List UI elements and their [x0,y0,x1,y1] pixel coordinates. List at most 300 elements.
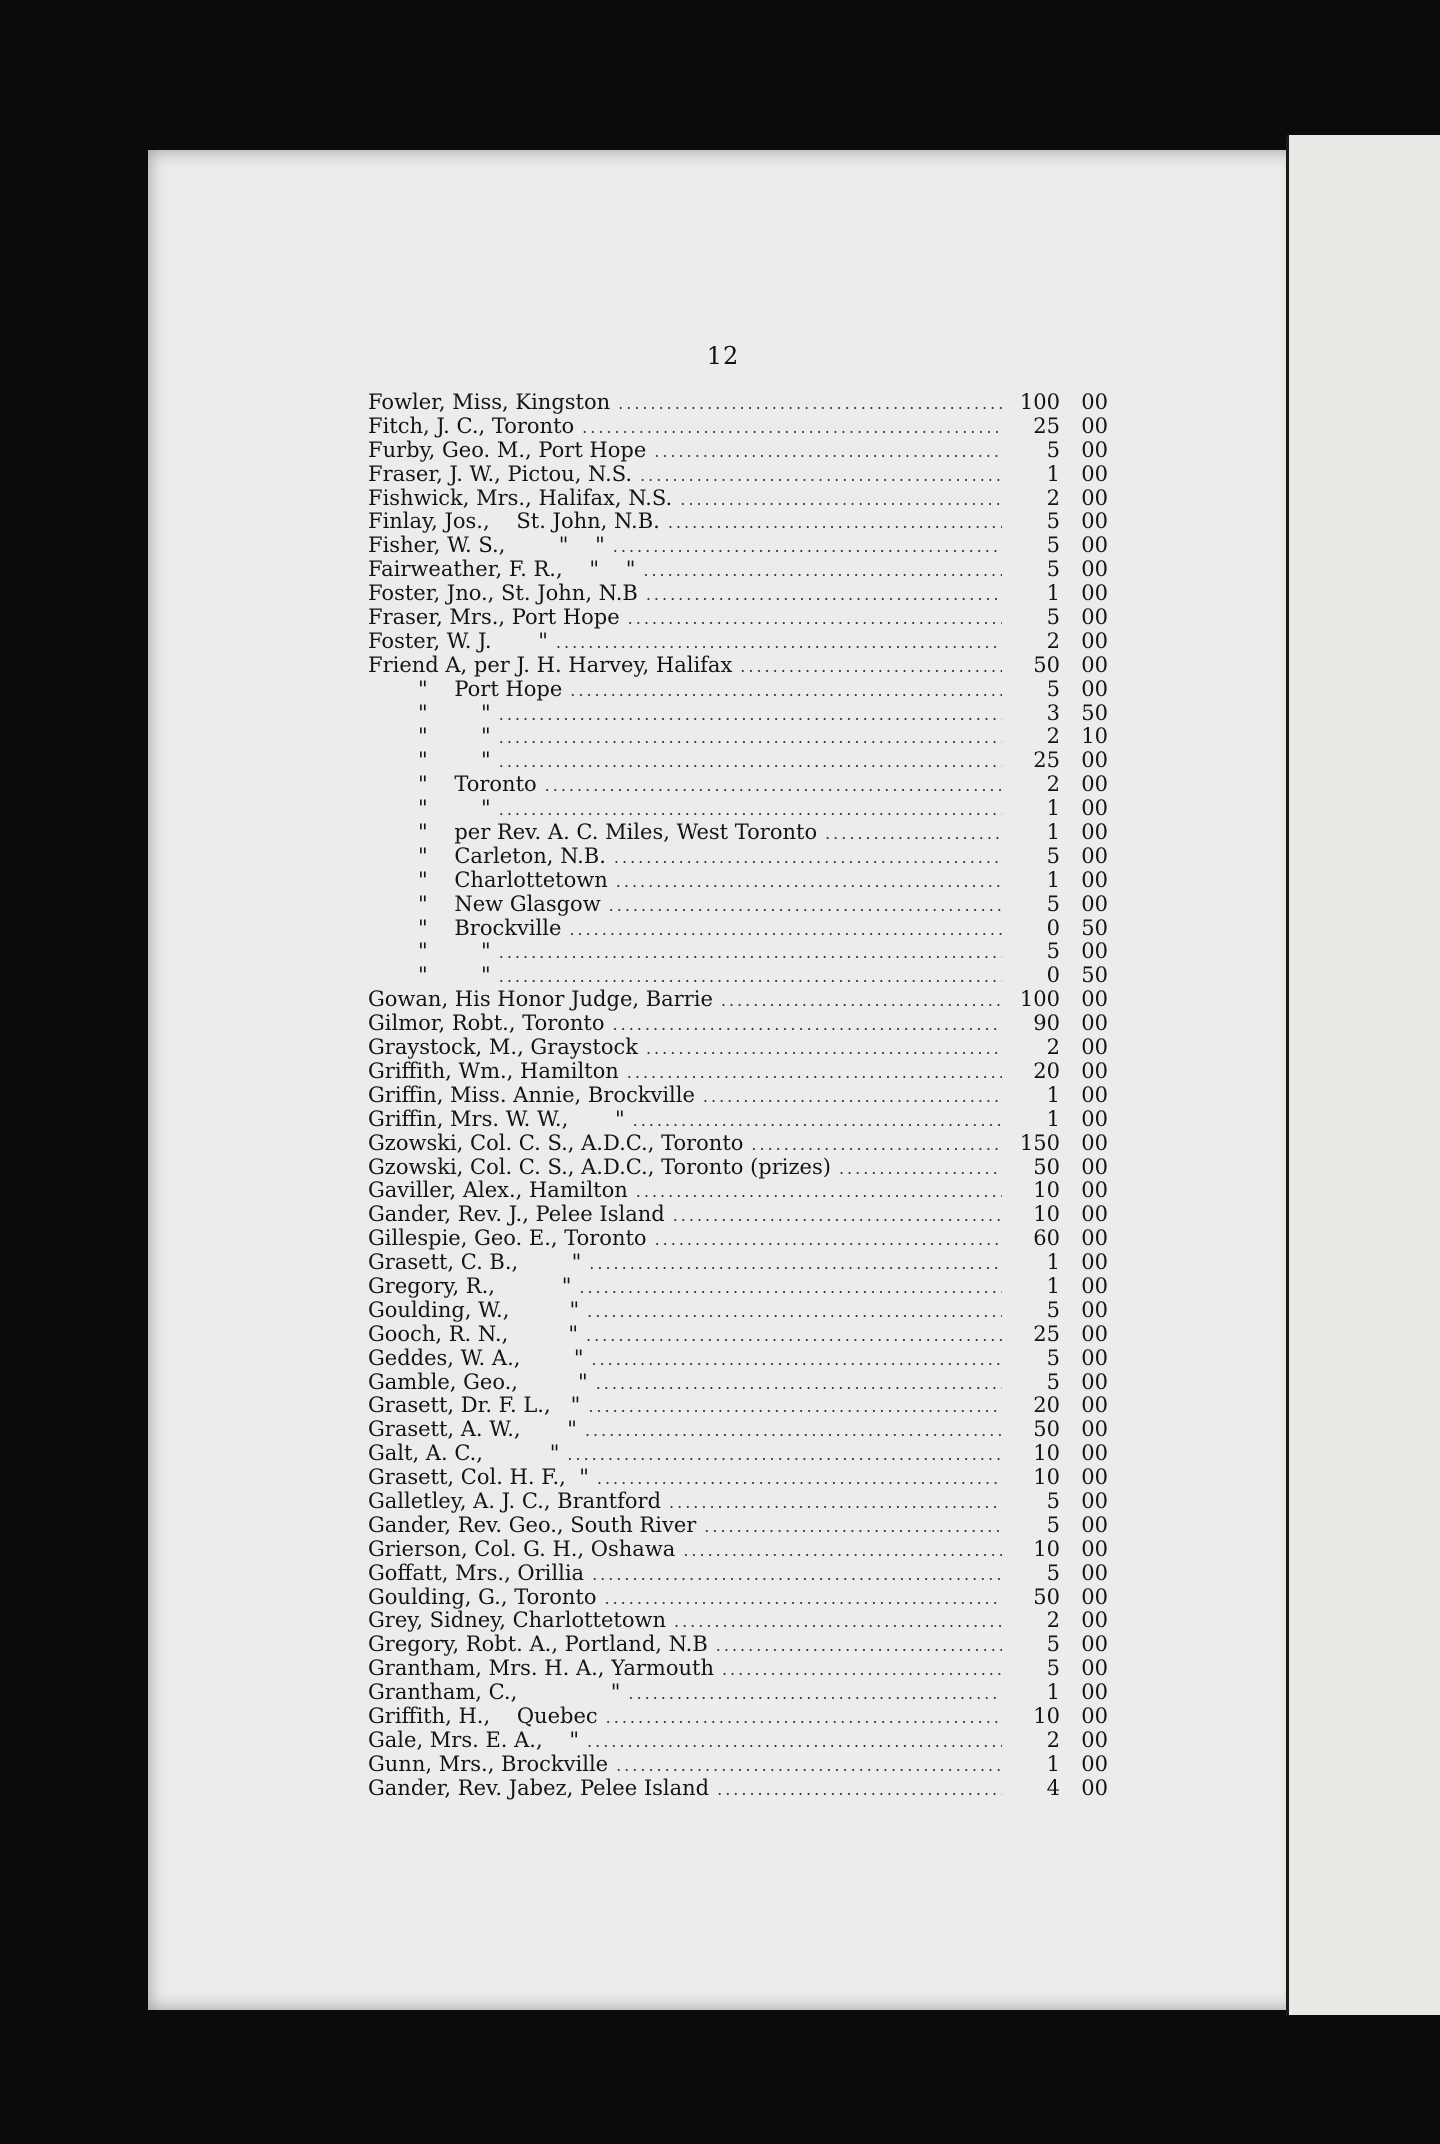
list-item [368,1155,1108,1179]
subscriber-name: Fowler, Miss, Kingston [368,390,611,414]
list-item [368,486,1108,510]
amount [1010,820,1108,844]
amount-cents: 00 [1081,1178,1108,1203]
list-item [368,557,1108,581]
list-item [368,748,1108,772]
dot-leader [616,1756,1002,1775]
amount [1010,987,1108,1011]
amount-dollars: 5 [1046,1656,1060,1681]
amount-dollars: 10 [1033,1178,1060,1203]
amount-cents: 00 [1081,390,1108,414]
amount [1010,724,1108,748]
subscriber-name: " " [418,796,491,821]
amount-cents: 00 [1081,557,1108,582]
amount [1010,1465,1108,1489]
amount-dollars: 100 [1019,390,1060,414]
amount-cents: 00 [1081,1082,1108,1107]
amount-dollars: 1 [1046,820,1060,845]
amount-dollars: 5 [1046,533,1060,558]
amount [1010,892,1108,916]
amount-dollars: 5 [1046,1345,1060,1370]
amount-dollars: 5 [1046,843,1060,868]
amount-dollars: 3 [1046,700,1060,725]
subscriber-name: Griffith, H., Quebec [368,1703,598,1728]
amount-dollars: 1 [1046,461,1060,486]
amount-dollars: 1 [1046,1680,1060,1705]
list-item [368,1728,1108,1752]
amount-cents: 00 [1081,843,1108,868]
list-item [368,1202,1108,1226]
amount-cents: 00 [1081,1656,1108,1681]
dot-leader [499,728,1002,747]
list-item [368,1011,1108,1035]
amount [1010,1513,1108,1537]
subscriber-name: Friend A, per J. H. Harvey, Halifax [368,652,733,677]
amount [1010,701,1108,725]
dot-leader [499,705,1002,724]
document-page [148,150,1298,2010]
amount-dollars: 5 [1046,1488,1060,1513]
dot-leader [582,418,1002,437]
list-item [368,1704,1108,1728]
amount [1010,1178,1108,1202]
amount-dollars: 2 [1046,1035,1060,1060]
dot-leader [613,1015,1002,1034]
list-item [368,1083,1108,1107]
amount [1010,1728,1108,1752]
list-item [368,1107,1108,1131]
subscriber-name: " per Rev. A. C. Miles, West Toronto [418,820,818,845]
amount-cents: 00 [1081,1727,1108,1752]
list-item [368,1370,1108,1394]
dot-leader [606,1708,1002,1727]
subscriber-name: Goulding, W., " [368,1297,580,1322]
subscriber-name: " " [418,748,491,773]
dot-leader [589,1254,1002,1273]
amount-cents: 00 [1081,1154,1108,1179]
amount-cents: 00 [1081,1417,1108,1442]
amount [1010,1202,1108,1226]
amount [1010,1155,1108,1179]
list-item [368,390,1108,414]
amount-dollars: 1 [1046,1250,1060,1275]
amount-cents: 00 [1081,1536,1108,1561]
amount-dollars: 5 [1046,1297,1060,1322]
amount-dollars: 2 [1046,772,1060,797]
dot-leader [586,1326,1002,1345]
amount [1010,1704,1108,1728]
dot-leader [643,561,1002,580]
list-item [368,724,1108,748]
list-item [368,414,1108,438]
list-item [368,1226,1108,1250]
amount-cents: 00 [1081,1488,1108,1513]
amount-cents: 00 [1081,1775,1108,1800]
subscriber-name: " " [418,939,491,964]
dot-leader [646,585,1002,604]
amount-dollars: 50 [1033,1154,1060,1179]
list-item [368,629,1108,653]
dot-leader [613,537,1002,556]
dot-leader [556,633,1002,652]
list-item [368,462,1108,486]
subscriber-name: Gunn, Mrs., Brockville [368,1751,609,1776]
list-item [368,1250,1108,1274]
amount [1010,1226,1108,1250]
dot-leader [569,920,1002,939]
amount [1010,462,1108,486]
list-item [368,1680,1108,1704]
amount-dollars: 20 [1033,1393,1060,1418]
amount-dollars: 1 [1046,1106,1060,1131]
amount [1010,533,1108,557]
amount-dollars: 5 [1046,605,1060,630]
subscriber-name: Gooch, R. N., " [368,1321,578,1346]
amount-cents: 00 [1081,533,1108,558]
subscriber-name: Gillespie, Geo. E., Toronto [368,1226,647,1251]
dot-leader [825,824,1002,843]
subscriber-name: Gander, Rev. J., Pelee Island [368,1202,665,1227]
dot-leader [655,1230,1002,1249]
amount [1010,772,1108,796]
amount [1010,1083,1108,1107]
amount-dollars: 2 [1046,628,1060,653]
amount-dollars: 1 [1046,796,1060,821]
amount [1010,1585,1108,1609]
subscriber-name: Gowan, His Honor Judge, Barrie [368,987,713,1012]
list-item [368,820,1108,844]
subscriber-name: Griffin, Mrs. W. W., " [368,1106,625,1131]
amount [1010,581,1108,605]
amount-cents: 00 [1081,485,1108,510]
amount [1010,629,1108,653]
amount-cents: 00 [1081,1512,1108,1537]
dot-leader [721,991,1002,1010]
dot-leader [680,490,1002,509]
amount-dollars: 5 [1046,437,1060,462]
dot-leader [499,967,1002,986]
dot-leader [545,776,1002,795]
list-item [368,1417,1108,1441]
dot-leader [839,1159,1002,1178]
amount [1010,1059,1108,1083]
amount-cents: 00 [1081,748,1108,773]
list-item [368,1298,1108,1322]
amount-cents: 00 [1081,1297,1108,1322]
amount [1010,1250,1108,1274]
subscriber-name: Griffith, Wm., Hamilton [368,1058,619,1083]
amount-cents: 00 [1081,1130,1108,1155]
amount-dollars: 2 [1046,1727,1060,1752]
list-item [368,605,1108,629]
amount [1010,1322,1108,1346]
amount-dollars: 60 [1033,1226,1060,1251]
dot-leader [605,1589,1003,1608]
amount-dollars: 5 [1046,1369,1060,1394]
amount-cents: 10 [1081,724,1108,749]
subscriber-name: Fraser, J. W., Pictou, N.S. [368,461,633,486]
subscriber-name: Foster, Jno., St. John, N.B [368,581,638,606]
subscriber-name: Grasett, C. B., " [368,1250,582,1275]
amount [1010,1680,1108,1704]
amount [1010,653,1108,677]
dot-leader [628,609,1002,628]
dot-leader [597,1469,1002,1488]
subscriber-name: Fitch, J. C., Toronto [368,413,575,438]
subscriber-name: Gamble, Geo., " [368,1369,588,1394]
dot-leader [592,1565,1002,1584]
dot-leader [596,1374,1002,1393]
subscriber-name: Grantham, C., " [368,1680,621,1705]
dot-leader [499,800,1002,819]
amount [1010,1608,1108,1632]
amount [1010,605,1108,629]
subscriber-name: " Toronto [418,772,537,797]
dot-leader [703,1087,1002,1106]
amount [1010,1489,1108,1513]
amount-cents: 00 [1081,581,1108,606]
amount-cents: 00 [1081,437,1108,462]
dot-leader [616,872,1002,891]
dot-leader [673,1206,1002,1225]
subscriber-name: Galletley, A. J. C., Brantford [368,1488,662,1513]
subscriber-name: Gregory, Robt. A., Portland, N.B [368,1632,708,1657]
dot-leader [579,1278,1002,1297]
amount-dollars: 1 [1046,581,1060,606]
amount-dollars: 1 [1046,1082,1060,1107]
amount-cents: 00 [1081,676,1108,701]
amount [1010,844,1108,868]
dot-leader [704,1517,1002,1536]
amount-cents: 00 [1081,987,1108,1012]
amount-cents: 00 [1081,413,1108,438]
amount-cents: 00 [1081,1202,1108,1227]
amount-dollars: 10 [1033,1441,1060,1466]
amount [1010,748,1108,772]
subscriber-name: " " [418,700,491,725]
list-item [368,1441,1108,1465]
amount-cents: 00 [1081,1632,1108,1657]
dot-leader [646,1039,1002,1058]
dot-leader [628,1684,1002,1703]
amount [1010,963,1108,987]
amount-dollars: 5 [1046,1512,1060,1537]
amount-dollars: 25 [1033,1321,1060,1346]
subscriber-name: Gregory, R., " [368,1273,572,1298]
amount-dollars: 150 [1019,1130,1060,1155]
dot-leader [633,1111,1002,1130]
dot-leader [669,1493,1002,1512]
subscriber-name: Furby, Geo. M., Port Hope [368,437,647,462]
subscriber-name: Goulding, G., Toronto [368,1584,597,1609]
list-item [368,1035,1108,1059]
dot-leader [499,943,1002,962]
amount [1010,1011,1108,1035]
list-item [368,1059,1108,1083]
dot-leader [618,394,1002,413]
dot-leader [751,1135,1002,1154]
subscriber-name: Geddes, W. A., " [368,1345,584,1370]
amount-cents: 00 [1081,939,1108,964]
subscriber-name: Griffin, Miss. Annie, Brockville [368,1082,695,1107]
amount-cents: 00 [1081,820,1108,845]
amount-cents: 50 [1081,700,1108,725]
subscriber-name: " Brockville [418,915,562,940]
list-item [368,701,1108,725]
dot-leader [567,1445,1002,1464]
amount [1010,438,1108,462]
amount [1010,939,1108,963]
list-item [368,1465,1108,1489]
amount-cents: 00 [1081,772,1108,797]
subscriber-name: Gaviller, Alex., Hamilton [368,1178,628,1203]
amount [1010,1776,1108,1800]
amount-cents: 00 [1081,628,1108,653]
amount-dollars: 50 [1033,652,1060,677]
amount-dollars: 0 [1046,963,1060,988]
subscriber-name: " " [418,724,491,749]
list-item [368,1608,1108,1632]
list-item [368,533,1108,557]
amount [1010,1298,1108,1322]
amount [1010,1656,1108,1680]
dot-leader [740,657,1002,676]
amount-dollars: 5 [1046,939,1060,964]
amount [1010,1752,1108,1776]
amount-dollars: 10 [1033,1202,1060,1227]
dot-leader [499,752,1002,771]
subscriber-name: Graystock, M., Graystock [368,1035,638,1060]
amount-cents: 00 [1081,1560,1108,1585]
amount [1010,1346,1108,1370]
list-item [368,1561,1108,1585]
subscriber-name: Grasett, Col. H. F., " [368,1465,589,1490]
amount-dollars: 5 [1046,557,1060,582]
dot-leader [636,1182,1002,1201]
dot-leader [587,1302,1002,1321]
list-item [368,1346,1108,1370]
dot-leader [587,1732,1002,1751]
list-item [368,868,1108,892]
amount-cents: 00 [1081,1226,1108,1251]
dot-leader [668,513,1002,532]
list-item [368,1393,1108,1417]
subscriber-name: Foster, W. J. " [368,628,548,653]
amount [1010,557,1108,581]
amount [1010,1274,1108,1298]
subscriber-name: Grasett, A. W., " [368,1417,577,1442]
subscriber-name: Gzowski, Col. C. S., A.D.C., Toronto (prizes) [368,1154,831,1179]
amount [1010,796,1108,820]
dot-leader [674,1612,1002,1631]
subscriber-name: Grierson, Col. G. H., Oshawa [368,1536,676,1561]
list-item [368,1178,1108,1202]
subscriber-name: Gander, Rev. Jabez, Pelee Island [368,1775,710,1800]
list-item [368,1489,1108,1513]
amount-dollars: 2 [1046,485,1060,510]
list-item [368,844,1108,868]
list-item [368,1513,1108,1537]
subscriber-name: Fairweather, F. R., " " [368,557,636,582]
amount-cents: 00 [1081,1058,1108,1083]
amount-dollars: 5 [1046,1560,1060,1585]
subscriber-name: Finlay, Jos., St. John, N.B. [368,509,660,534]
amount [1010,1035,1108,1059]
amount-cents: 00 [1081,1703,1108,1728]
amount-dollars: 25 [1033,413,1060,438]
amount-cents: 00 [1081,605,1108,630]
amount-cents: 00 [1081,1751,1108,1776]
dot-leader [570,681,1002,700]
subscriber-name: Gander, Rev. Geo., South River [368,1512,697,1537]
list-item [368,1322,1108,1346]
amount-dollars: 25 [1033,748,1060,773]
subscriber-name: Gale, Mrs. E. A., " [368,1727,580,1752]
subscriber-name: Goffatt, Mrs., Orillia [368,1560,585,1585]
amount-dollars: 0 [1046,915,1060,940]
amount-cents: 00 [1081,1011,1108,1036]
list-item [368,987,1108,1011]
dot-leader [717,1780,1002,1799]
list-item [368,1131,1108,1155]
subscriber-name: Fisher, W. S., " " [368,533,605,558]
amount [1010,1131,1108,1155]
subscriber-name: Fraser, Mrs., Port Hope [368,605,620,630]
amount-cents: 00 [1081,1680,1108,1705]
amount-cents: 00 [1081,796,1108,821]
amount-dollars: 1 [1046,1751,1060,1776]
amount-dollars: 5 [1046,676,1060,701]
subscriber-name: Grasett, Dr. F. L., " [368,1393,581,1418]
list-item [368,1537,1108,1561]
subscriber-name: " " [418,963,491,988]
subscriber-name: Gzowski, Col. C. S., A.D.C., Toronto [368,1130,744,1155]
amount [1010,1393,1108,1417]
dot-leader [592,1350,1003,1369]
subscription-list [368,390,1108,1800]
amount-dollars: 4 [1046,1775,1060,1800]
amount [1010,486,1108,510]
amount-cents: 00 [1081,1465,1108,1490]
list-item [368,1632,1108,1656]
subscriber-name: Galt, A. C., " [368,1441,560,1466]
dot-leader [640,466,1002,485]
amount-dollars: 1 [1046,867,1060,892]
amount-cents: 00 [1081,1345,1108,1370]
list-item [368,509,1108,533]
list-item [368,1776,1108,1800]
subscriber-name: Fishwick, Mrs., Halifax, N.S. [368,485,673,510]
amount-cents: 00 [1081,1035,1108,1060]
amount-dollars: 1 [1046,1273,1060,1298]
amount-dollars: 20 [1033,1058,1060,1083]
amount-dollars: 90 [1033,1011,1060,1036]
amount-cents: 00 [1081,1393,1108,1418]
amount-dollars: 5 [1046,891,1060,916]
amount-cents: 00 [1081,867,1108,892]
amount-dollars: 5 [1046,1632,1060,1657]
list-item [368,677,1108,701]
list-item [368,963,1108,987]
dot-leader [588,1397,1002,1416]
amount-dollars: 10 [1033,1536,1060,1561]
amount-cents: 00 [1081,509,1108,534]
amount [1010,1370,1108,1394]
amount-dollars: 100 [1019,987,1060,1012]
amount [1010,677,1108,701]
amount-dollars: 2 [1046,1608,1060,1633]
amount-cents: 00 [1081,1321,1108,1346]
